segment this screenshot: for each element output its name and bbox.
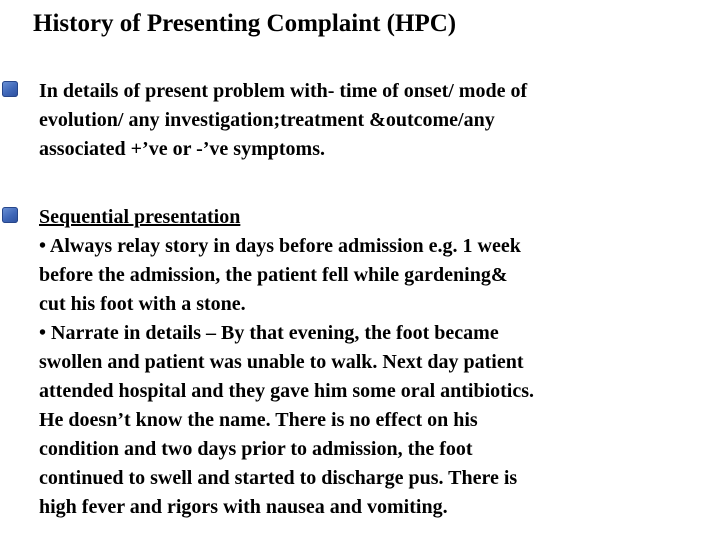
square-bullet-icon bbox=[2, 81, 18, 97]
text-line: evolution/ any investigation;treatment &outcome/any bbox=[39, 109, 495, 131]
text-line: • Narrate in details – By that evening, the foot became bbox=[39, 322, 499, 344]
text-line: swollen and patient was unable to walk. Next day patient bbox=[39, 351, 524, 373]
text-line: associated +’ve or -’ve symptoms. bbox=[39, 138, 325, 160]
text-line: before the admission, the patient fell while gardening& bbox=[39, 264, 508, 286]
text-line: cut his foot with a stone. bbox=[39, 293, 246, 315]
text-line: condition and two days prior to admission, the foot bbox=[39, 438, 473, 460]
bullet-heading: Sequential presentation bbox=[39, 206, 241, 228]
text-line: continued to swell and started to discharge pus. There is bbox=[39, 467, 518, 489]
text-line: • Always relay story in days before admission e.g. 1 week bbox=[39, 235, 521, 257]
square-bullet-icon bbox=[2, 207, 18, 223]
bullet-text bbox=[39, 77, 709, 164]
text-line: He doesn’t know the name. There is no effect on his bbox=[39, 409, 478, 431]
text-line: high fever and rigors with nausea and vomiting. bbox=[39, 496, 448, 518]
text-line: In details of present problem with- time of onset/ mode of bbox=[39, 80, 528, 102]
slide-title: History of Presenting Complaint (HPC) bbox=[33, 10, 457, 37]
bullet-text bbox=[39, 203, 709, 522]
text-line: attended hospital and they gave him some oral antibiotics. bbox=[39, 380, 535, 402]
